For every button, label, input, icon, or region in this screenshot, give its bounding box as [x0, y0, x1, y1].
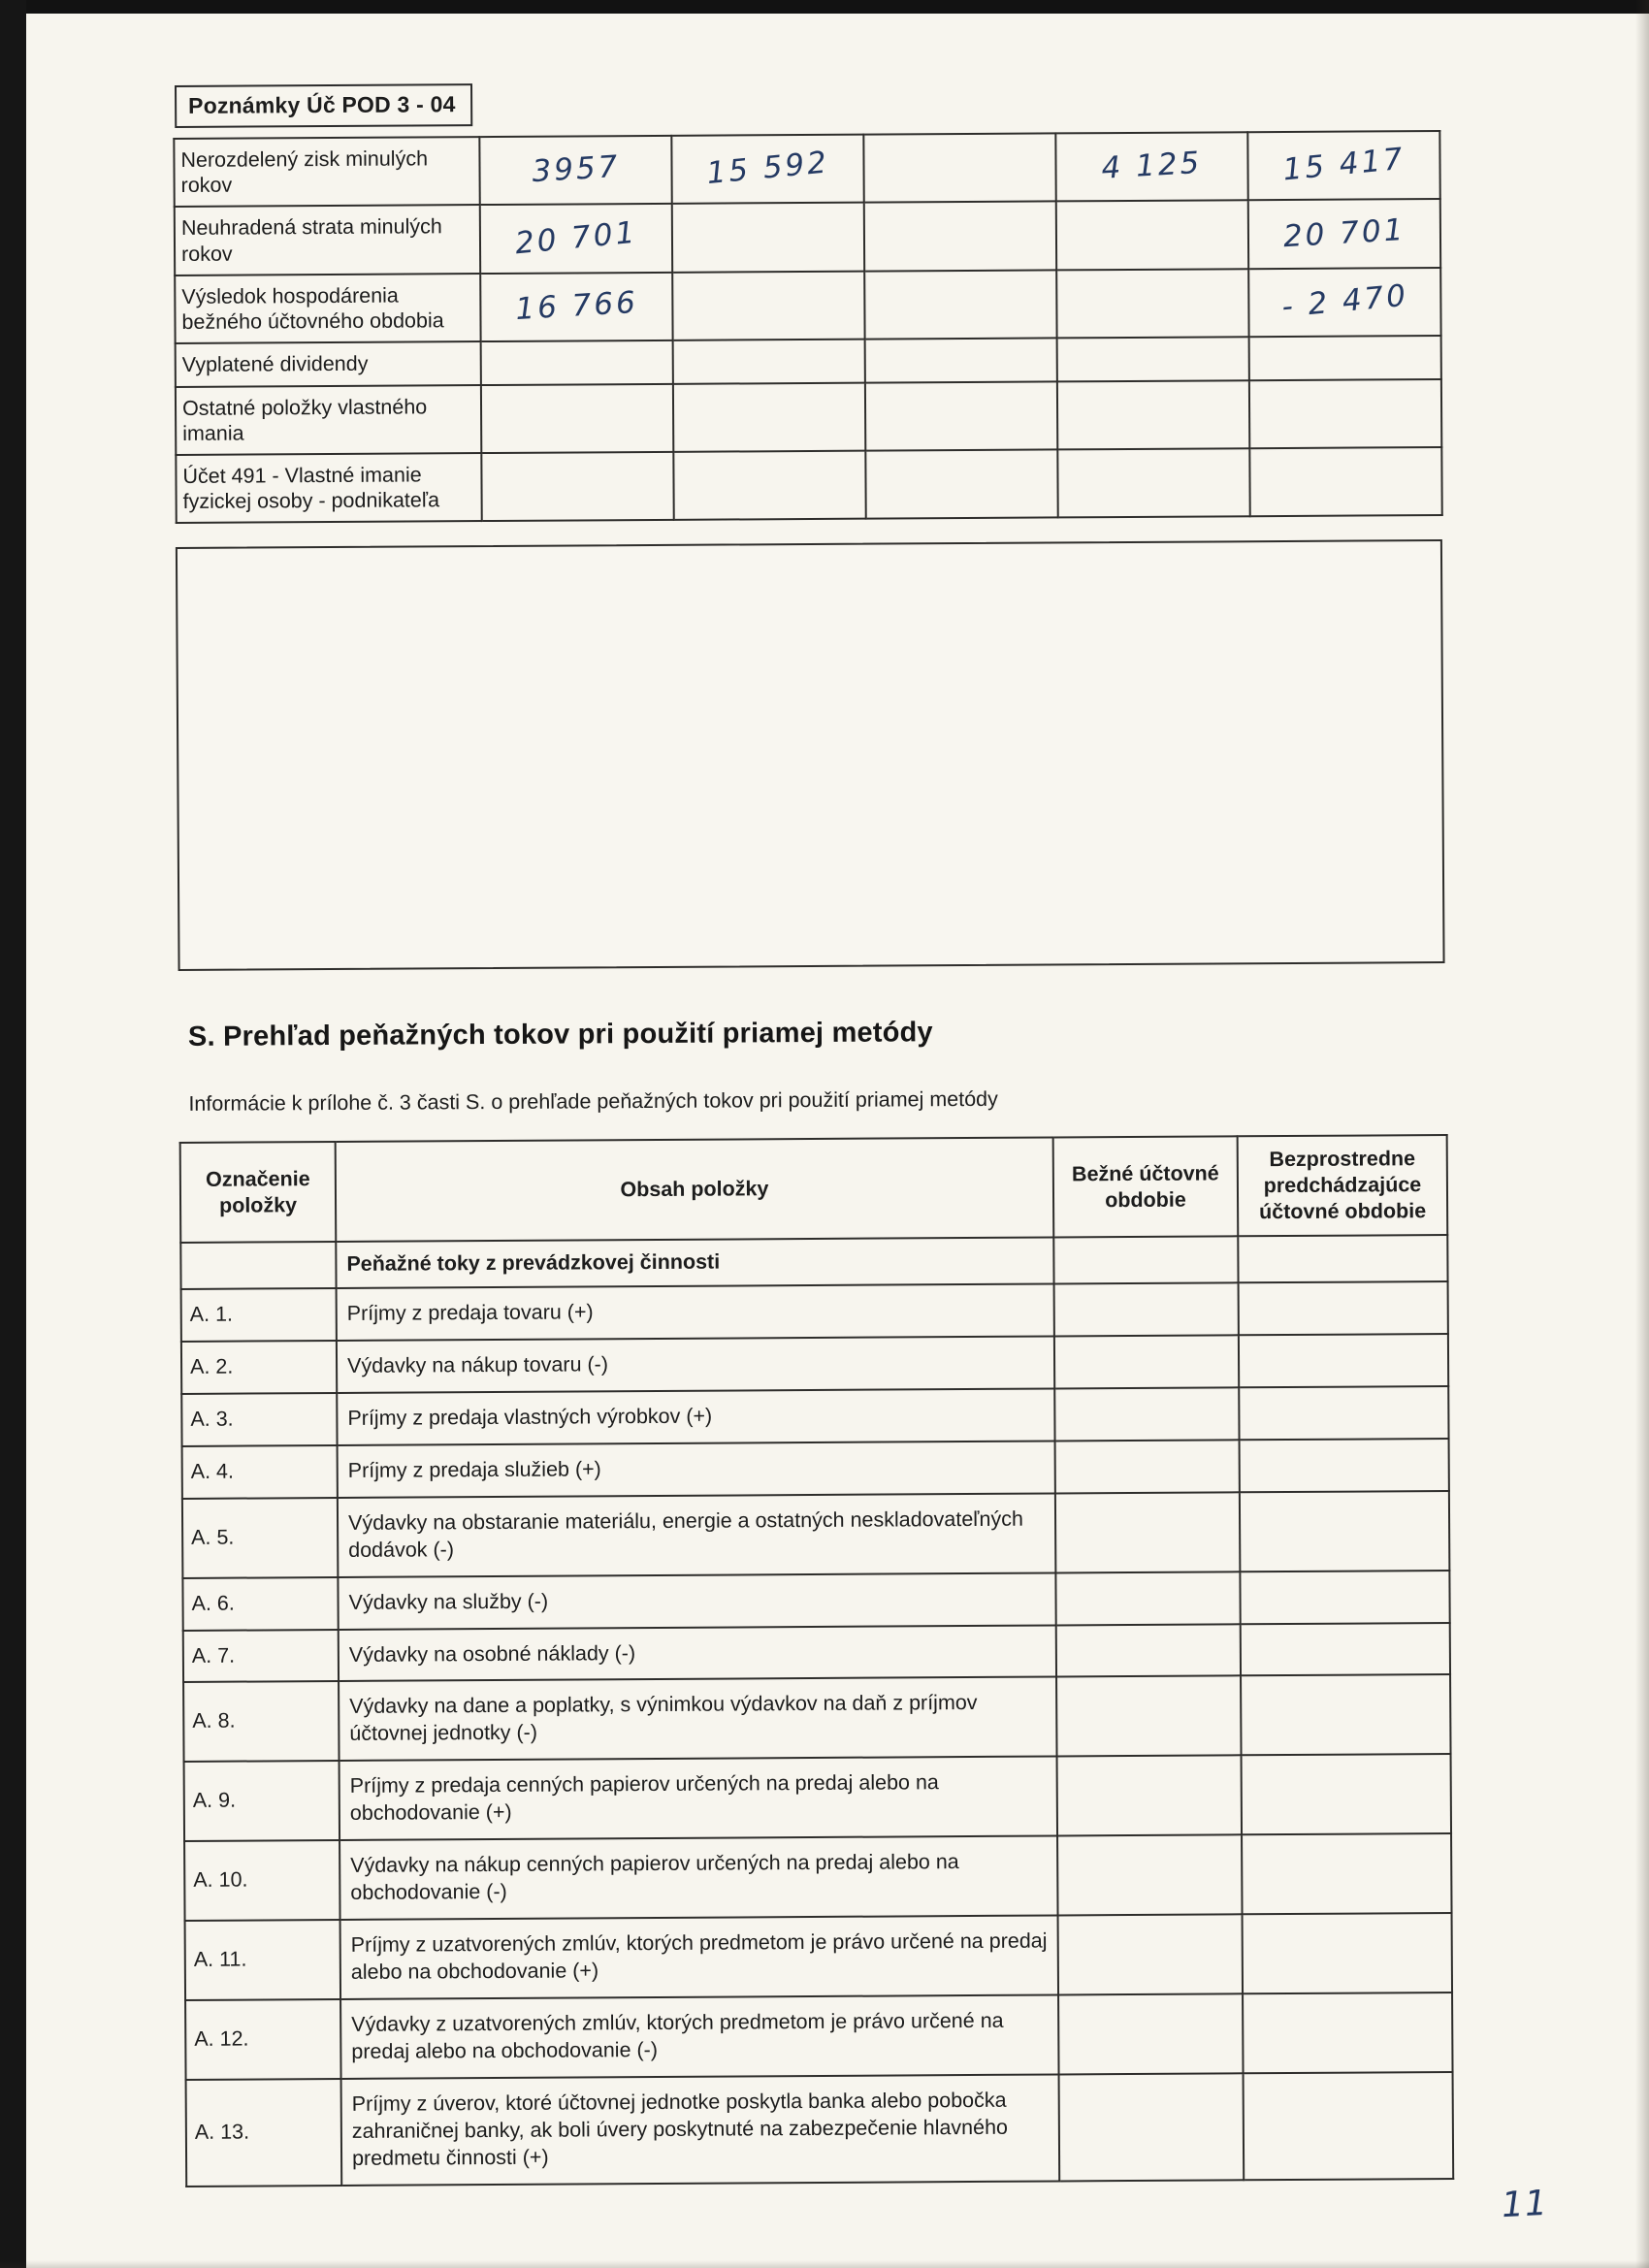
cashflow-row [182, 1571, 1449, 1631]
equity-row [176, 336, 1441, 386]
equity-value-cell [1248, 268, 1440, 338]
previous-period-cell [1241, 1623, 1450, 1676]
cashflow-row [181, 1386, 1448, 1446]
equity-row-label: Neuhradená strata minulých rokov [175, 206, 480, 275]
cashflow-row [181, 1334, 1448, 1394]
previous-period-cell [1244, 2072, 1454, 2180]
equity-value-cell [865, 339, 1057, 382]
equity-value-cell [1055, 132, 1247, 202]
equity-value-cell [1247, 131, 1439, 201]
item-code: A. 5. [182, 1498, 338, 1578]
equity-value-cell [1057, 448, 1249, 518]
item-content: Výdavky na obstaranie materiálu, energie a ostatných neskladovateľných dodávok (-) [338, 1493, 1055, 1576]
previous-period-cell [1239, 1281, 1448, 1335]
equity-table [173, 130, 1442, 524]
item-code: A. 8. [183, 1681, 339, 1762]
handwritten-value: 20 701 [513, 214, 639, 262]
previous-period-cell [1239, 1386, 1448, 1440]
item-code: A. 1. [181, 1288, 337, 1342]
previous-period-cell [1239, 1334, 1448, 1387]
equity-row-label: Výsledok hospodárenia bežného účtovného obdobia [175, 274, 480, 343]
item-content: Príjmy z úverov, ktoré účtovnej jednotke poskytla banka alebo pobočka zahraničnej banky, ak boli úvery poskytnuté na zabezpečenie hlavného predmetu činnosti (+) [341, 2074, 1060, 2185]
item-code: A. 7. [183, 1630, 339, 1683]
equity-row-label: Ostatné položky vlastného imania [176, 385, 481, 455]
equity-value-cell [1249, 447, 1441, 517]
equity-row-label: Vyplatené dividendy [176, 341, 481, 386]
previous-period-cell [1242, 1754, 1451, 1834]
equity-row [176, 447, 1441, 523]
equity-value-cell [481, 340, 673, 384]
item-code [180, 1242, 336, 1289]
current-period-cell [1058, 1993, 1243, 2074]
current-period-cell [1055, 1571, 1240, 1625]
cashflow-row [181, 1281, 1448, 1342]
section-title: S. Prehľad peňažných tokov pri použití priamej metódy [187, 1017, 933, 1053]
section-intro: Informácie k prílohe č. 3 časti S. o prehľade peňažných tokov pri použití priamej metódy [188, 1087, 998, 1117]
item-content: Výdavky z uzatvorených zmlúv, ktorých predmetom je právo určené na predaj alebo na obchodovanie (-) [340, 1994, 1058, 2078]
current-period-cell [1058, 1914, 1243, 1994]
equity-row-label: Nerozdelený zisk minulých rokov [174, 137, 479, 207]
current-period-cell [1059, 2073, 1245, 2181]
item-code: A. 9. [184, 1761, 340, 1841]
previous-period-cell [1241, 1674, 1450, 1755]
item-content: Výdavky na nákup cenných papierov určených na predaj alebo na obchodovanie (-) [340, 1836, 1057, 1920]
item-content: Výdavky na osobné náklady (-) [339, 1625, 1056, 1681]
item-code: A. 13. [186, 2079, 342, 2187]
equity-value-cell [481, 452, 673, 522]
equity-value-cell [1249, 336, 1441, 379]
previous-period-cell [1240, 1439, 1449, 1492]
cashflow-row [184, 1754, 1451, 1841]
previous-period-cell [1238, 1235, 1447, 1282]
cashflow-group-row [180, 1235, 1447, 1289]
item-code: A. 3. [181, 1393, 337, 1446]
equity-value-cell [673, 340, 865, 383]
item-code: A. 12. [185, 1999, 340, 2080]
equity-value-cell [1056, 201, 1248, 271]
equity-value-cell [865, 449, 1057, 519]
cashflow-row [182, 1439, 1449, 1499]
cashflow-header-row [180, 1135, 1448, 1243]
equity-value-cell [865, 381, 1057, 451]
equity-row-label: Účet 491 - Vlastné imanie fyzickej osoby - podnikateľa [176, 453, 481, 523]
item-code: A. 11. [185, 1920, 340, 2000]
equity-value-cell [1056, 269, 1248, 339]
equity-value-cell [864, 270, 1056, 340]
page-number: 11 [1500, 2183, 1549, 2226]
equity-row [175, 268, 1440, 343]
previous-period-cell [1240, 1491, 1449, 1571]
equity-value-cell [671, 135, 863, 205]
header-item-content: Obsah položky [336, 1138, 1054, 1242]
item-code: A. 10. [184, 1840, 340, 1921]
equity-value-cell [1248, 199, 1440, 269]
equity-row [176, 379, 1441, 455]
cashflow-table [179, 1134, 1455, 2187]
equity-value-cell [672, 272, 864, 341]
equity-value-cell [863, 133, 1055, 203]
group-header-label: Peňažné toky z prevádzkovej činnosti [336, 1238, 1053, 1288]
header-current-period: Bežné účtovné obdobie [1053, 1137, 1239, 1238]
previous-period-cell [1240, 1571, 1449, 1624]
handwritten-value: 4 125 [1100, 146, 1204, 187]
current-period-cell [1054, 1387, 1239, 1441]
equity-row [174, 131, 1439, 207]
equity-value-cell [864, 202, 1056, 272]
cashflow-row [182, 1491, 1449, 1578]
previous-period-cell [1243, 1913, 1452, 1993]
cashflow-row [185, 1993, 1452, 2080]
cashflow-row [183, 1674, 1450, 1762]
current-period-cell [1055, 1492, 1240, 1572]
item-content: Príjmy z predaja tovaru (+) [337, 1283, 1054, 1340]
current-period-cell [1056, 1676, 1241, 1757]
equity-value-cell [481, 383, 673, 453]
cashflow-row [184, 1833, 1451, 1921]
handwritten-value: 15 592 [704, 145, 831, 192]
equity-value-cell [1057, 380, 1249, 450]
current-period-cell [1057, 1835, 1242, 1916]
item-code: A. 4. [182, 1445, 338, 1499]
item-content: Príjmy z predaja vlastných výrobkov (+) [337, 1388, 1054, 1444]
item-content: Výdavky na dane a poplatky, s výnimkou výdavkov na daň z príjmov účtovnej jednotky (-) [339, 1677, 1056, 1761]
equity-value-cell [673, 451, 865, 521]
scan-edge-right-shadow [1635, 0, 1649, 2268]
current-period-cell [1054, 1282, 1239, 1336]
notes-empty-box [176, 539, 1445, 971]
equity-value-cell [479, 136, 671, 206]
cashflow-row [185, 1913, 1452, 2000]
scan-edge-top [0, 0, 1649, 14]
equity-value-cell [673, 382, 865, 452]
page-content [173, 78, 1452, 2187]
form-header-label: Poznámky Úč POD 3 - 04 [188, 91, 456, 118]
handwritten-value: 16 766 [514, 284, 639, 328]
scan-edge-left [0, 0, 26, 2268]
header-previous-period: Bezprostredne predchádzajúce účtovné obdobie [1238, 1135, 1448, 1236]
current-period-cell [1057, 1756, 1242, 1836]
equity-value-cell [480, 273, 672, 342]
equity-value-cell [672, 203, 864, 273]
item-content: Príjmy z predaja služieb (+) [338, 1441, 1055, 1497]
handwritten-value: 20 701 [1281, 211, 1407, 255]
handwritten-value: 15 417 [1280, 142, 1407, 188]
equity-value-cell [1057, 338, 1249, 381]
previous-period-cell [1243, 1993, 1452, 2073]
item-code: A. 6. [182, 1577, 338, 1631]
cashflow-row [183, 1623, 1450, 1683]
header-item-code: Označenie položky [180, 1142, 337, 1243]
handwritten-value: 3957 [531, 149, 621, 190]
equity-row [175, 199, 1440, 275]
current-period-cell [1056, 1624, 1241, 1677]
item-content: Výdavky na služby (-) [338, 1572, 1055, 1629]
equity-value-cell [480, 204, 672, 274]
item-content: Príjmy z predaja cenných papierov určených na predaj alebo na obchodovanie (+) [340, 1757, 1057, 1840]
form-header [175, 83, 473, 128]
current-period-cell [1055, 1440, 1240, 1493]
item-code: A. 2. [181, 1341, 337, 1394]
current-period-cell [1053, 1236, 1238, 1283]
scan-edge-bottom-shadow [0, 2260, 1649, 2268]
cashflow-row [186, 2072, 1454, 2187]
item-content: Príjmy z uzatvorených zmlúv, ktorých predmetom je právo určené na predaj alebo na obchodovanie (+) [340, 1916, 1058, 1999]
handwritten-value: - 2 470 [1279, 277, 1410, 325]
equity-value-cell [1249, 379, 1441, 449]
current-period-cell [1054, 1335, 1239, 1388]
item-content: Výdavky na nákup tovaru (-) [337, 1336, 1054, 1392]
previous-period-cell [1242, 1833, 1451, 1914]
